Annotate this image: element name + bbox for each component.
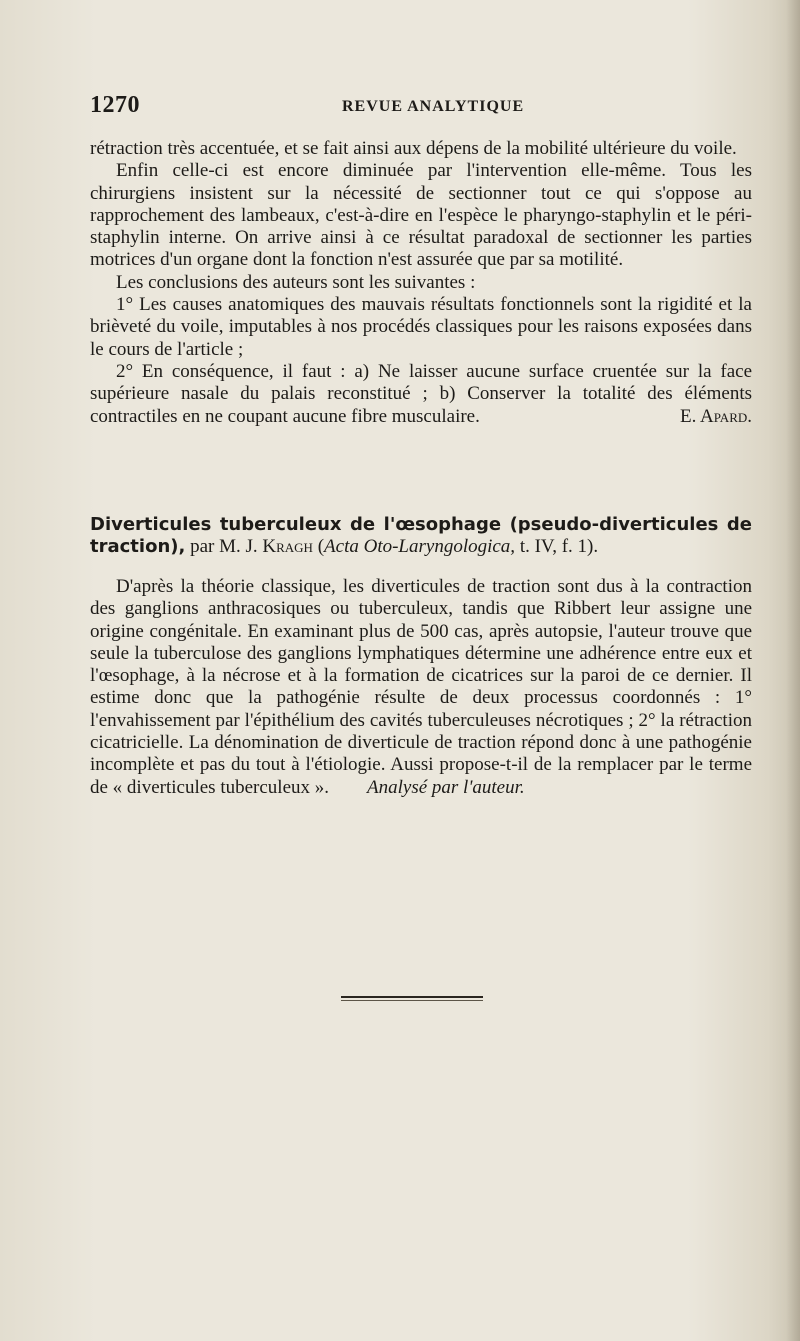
paragraph-5: 2° En conséquence, il faut : a) Ne laisser aucune surface cruentée sur la face supérieure nasale du palais reconstitué ; b) Conserver la totalité des éléments contractiles en ne coupant aucune fibre musculaire. [90, 360, 752, 427]
running-head: REVUE ANALYTIQUE [342, 98, 525, 115]
paragraph-1: rétraction très accentuée, et se fait ainsi aux dépens de la mobilité ultérieure du voile. [90, 138, 737, 159]
article-2-heading [90, 514, 752, 559]
article-title-bold: Diverticules tuberculeux de l'œsophage (pseudo-diverticules de traction), [90, 514, 752, 558]
page-number: 1270 [90, 92, 140, 118]
article-2-body [90, 576, 752, 799]
page-edge-shadow [786, 0, 800, 1341]
paragraph-3: Les conclusions des auteurs sont les suivantes : [116, 271, 476, 293]
analyse-credit: Analysé par l'auteur. [367, 776, 525, 798]
title-by: par M. J. [185, 536, 263, 558]
journal-name: Acta Oto-Laryngologica, [324, 536, 516, 558]
article-1-continuation [90, 138, 752, 428]
paragraph-4: 1° Les causes anatomiques des mauvais résultats fonctionnels sont la rigidité et la brièveté du voile, imputables à nos procédés classiques pour les raisons exposées dans le cours de l'article ; [90, 294, 752, 360]
author-name: Kragh [262, 536, 313, 558]
closing-rule [341, 996, 483, 998]
journal-ref: t. IV, f. 1). [515, 536, 599, 558]
article-2-paragraph [90, 576, 752, 799]
paragraph-2: Enfin celle-ci est encore diminuée par l'intervention elle-même. Tous les chirurgiens insistent sur la nécessité de sectionner tout ce qui s'oppose au rapprochement des lambeaux, c'est-à-dire en l'espèce le pharyngo-staphylin et le péri-staphylin interne. On arrive ainsi à ce résultat paradoxal de sectionner les parties motrices d'un organe dont la fonction n'est assurée que par sa motilité. [90, 160, 752, 271]
title-paren: ( [312, 536, 325, 558]
closing-rule-thin [341, 1000, 483, 1001]
signature: E. Apard. [679, 405, 752, 427]
article-2-title [90, 514, 752, 559]
page-header [90, 92, 750, 122]
article-2-text: D'après la théorie classique, les diverticules de traction sont dus à la contraction des ganglions anthracosiques ou tuberculeux, tandis que Ribbert leur assigne une origine congénitale. En examinant plus de 500 cas, après autopsie, l'auteur trouve que seule la tuberculose des ganglions lymphatiques détermine une adhérence entre eux et l'œsophage, à la nécrose et à la formation de cicatrices sur la paroi de ce dernier. Il estime donc que la pathogénie résulte de deux processus coordonnés : 1° l'envahissement par l'épithélium des cavités tuberculeuses nécrotiques ; 2° la rétraction cicatricielle. La dénomination de diverticule de traction répond donc à une pathogénie incomplète et pas du tout à l'étiologie. Aussi propose-t-il de la remplacer par le terme de « diverticules tuberculeux ». [90, 576, 752, 798]
